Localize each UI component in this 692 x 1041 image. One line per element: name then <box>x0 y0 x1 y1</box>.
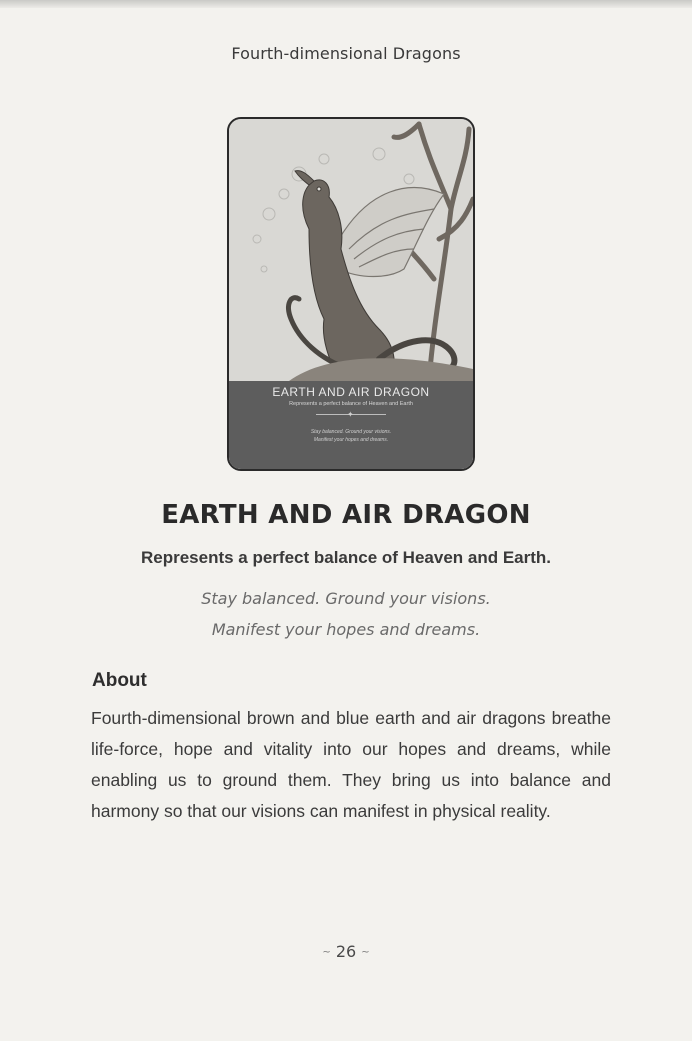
card-caption-divider-glyph: ✦ <box>347 410 354 419</box>
card-caption-subtitle: Represents a perfect balance of Heaven and Earth <box>289 401 413 407</box>
running-head: Fourth-dimensional Dragons <box>231 44 461 63</box>
card-subtitle: Represents a perfect balance of Heaven and Earth. <box>140 548 552 567</box>
card-caption-message-line1: Stay balanced. Ground your visions. <box>310 429 392 435</box>
affirmation-line-1: Stay balanced. Ground your visions. <box>201 589 491 608</box>
about-heading: About <box>92 670 147 691</box>
folio-ornament-right: ~ <box>361 947 370 958</box>
page-top-edge <box>0 0 692 8</box>
about-body-text: Fourth-dimensional brown and blue earth and air dragons breathe life-force, hope and vitality into our hopes and dreams, while enabling us to ground them. They bring us into balance and harmony so that our visions can manifest in physical reality. <box>91 708 611 821</box>
folio-ornament-left: ~ <box>322 947 331 958</box>
page-number-footer <box>0 942 692 961</box>
oracle-card-image <box>227 117 475 471</box>
ornament-divider-icon <box>316 410 386 422</box>
affirmation-line-2: Manifest your hopes and dreams. <box>211 620 481 639</box>
card-title: EARTH AND AIR DRAGON <box>161 500 531 530</box>
card-caption-message-line2: Manifest your hopes and dreams. <box>313 437 389 443</box>
card-caption-title: EARTH AND AIR DRAGON <box>272 385 430 399</box>
page-number: 26 <box>335 942 357 961</box>
card-caption-panel <box>229 381 473 469</box>
